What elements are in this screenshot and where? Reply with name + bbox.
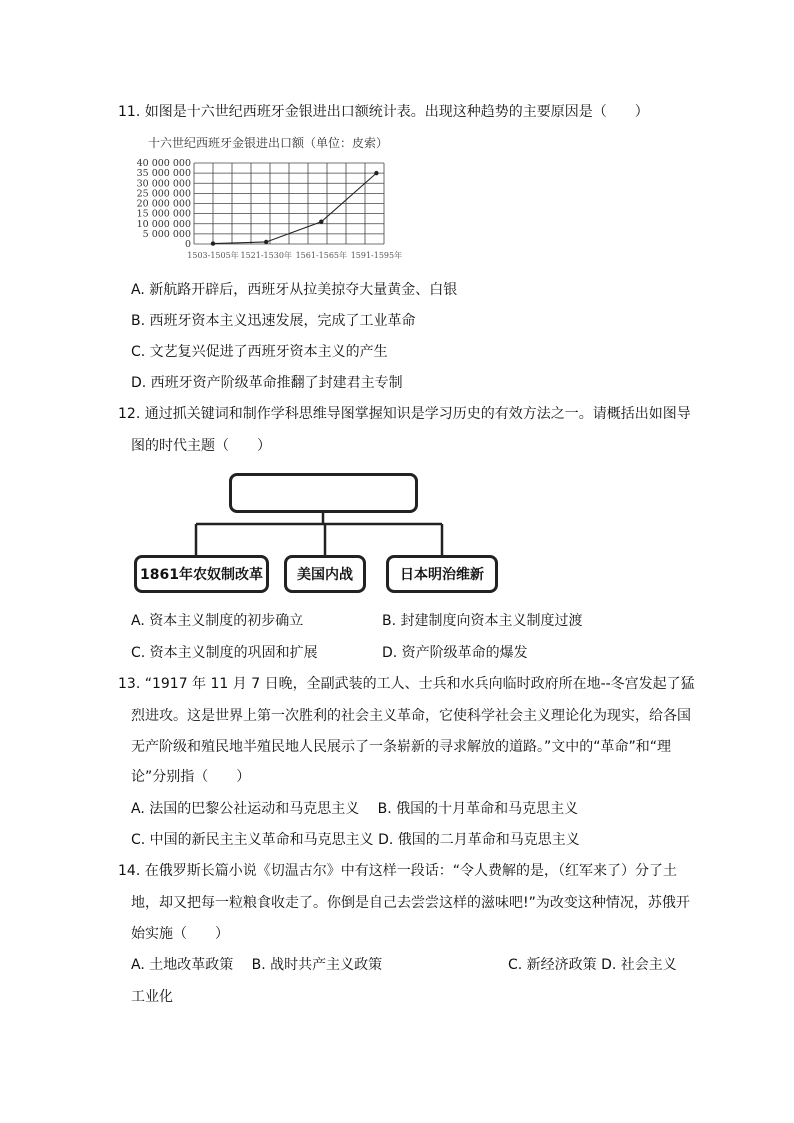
q14-stem-line2: 地，却又把每一粒粮食收走了。你倒是自己去尝尝这样的滋味吧!”为改变这种情况，苏俄开 (131, 895, 690, 911)
q12-stem-line2: 图的时代主题（ ） (131, 438, 271, 454)
data-point (211, 241, 215, 245)
series-line (213, 173, 376, 243)
q12-option-d: D. 资产阶级革命的爆发 (382, 645, 528, 661)
y-tick-label: 25 000 000 (136, 188, 191, 200)
data-point (374, 171, 378, 175)
q13-options-cd: C. 中国的新民主主义革命和马克思主义 D. 俄国的二月革命和马克思主义 (131, 832, 580, 848)
gold-silver-chart (132, 133, 403, 268)
q14-stem-line1: 14. 在俄罗斯长篇小说《切温古尔》中有这样一段话：“令人费解的是，（红军来了）分了土 (118, 863, 677, 879)
x-tick-label: 1561-1565年 (295, 251, 348, 260)
q11-option-d: D. 西班牙资产阶级革命推翻了封建君主专制 (131, 375, 403, 391)
y-tick-label: 5 000 000 (142, 228, 191, 240)
q12-option-b: B. 封建制度向资本主义制度过渡 (382, 613, 583, 629)
y-tick-label: 35 000 000 (136, 168, 191, 180)
y-tick-label: 0 (184, 239, 191, 250)
x-tick-label: 1503-1505年 (187, 251, 239, 260)
mindmap-child-meiji-restoration: 日本明治维新 (386, 555, 498, 593)
q13-options-ab: A. 法国的巴黎公社运动和马克思主义 B. 俄国的十月革命和马克思主义 (131, 801, 579, 817)
x-tick-label: 1521-1530年 (240, 251, 292, 260)
y-tick-label: 20 000 000 (136, 198, 191, 210)
q11-option-c: C. 文艺复兴促进了西班牙资本主义的产生 (131, 344, 388, 360)
q13-stem-line1: 13. “1917 年 11 月 7 日晚，全副武装的工人、士兵和水兵向临时政府所在地--冬宫发起了猛 (118, 676, 695, 692)
q14-options-cd: C. 新经济政策 D. 社会主义 (508, 957, 677, 973)
q12-option-c: C. 资本主义制度的巩固和扩展 (131, 645, 318, 661)
y-tick-label: 40 000 000 (136, 158, 191, 169)
q11-option-a: A. 新航路开辟后，西班牙从拉美掠夺大量黄金、白银 (131, 282, 458, 298)
mindmap-connectors (130, 512, 510, 558)
q13-stem-line4: 论”分别指（ ） (131, 769, 251, 785)
q14-options-ab: A. 土地改革政策 B. 战时共产主义政策 (131, 957, 383, 973)
y-tick-label: 10 000 000 (136, 218, 191, 230)
y-tick-label: 30 000 000 (136, 178, 191, 190)
chart-title: 十六世纪西班牙金银进出口额（单位：皮索） (148, 136, 389, 150)
y-tick-label: 15 000 000 (136, 208, 191, 220)
q11-option-b: B. 西班牙资本主义迅速发展，完成了工业革命 (131, 313, 416, 329)
q14-stem-line3: 始实施（ ） (131, 926, 229, 942)
mindmap-root-box (229, 473, 418, 513)
q13-stem-line2: 烈进攻。这是世界上第一次胜利的社会主义革命，它使科学社会主义理论化为现实，给各国 (131, 708, 691, 724)
q11-stem: 11. 如图是十六世纪西班牙金银进出口额统计表。出现这种趋势的主要原因是（ ） (118, 104, 649, 120)
chart-svg (132, 133, 403, 268)
q14-option-d-wrap: 工业化 (131, 989, 173, 1005)
data-point (319, 220, 323, 224)
x-tick-label: 1591-1595年 (350, 251, 403, 260)
mindmap-child-us-civil-war: 美国内战 (284, 555, 366, 593)
data-point (264, 240, 268, 244)
q13-stem-line3: 无产阶级和殖民地半殖民地人民展示了一条崭新的寻求解放的道路。”文中的“革命”和“理 (131, 739, 672, 755)
mindmap-child-serf-reform: 1861年农奴制改革 (134, 555, 269, 593)
q12-stem-line1: 12. 通过抓关键词和制作学科思维导图掌握知识是学习历史的有效方法之一。请概括出如图导 (118, 406, 691, 422)
q12-option-a: A. 资本主义制度的初步确立 (131, 613, 304, 629)
